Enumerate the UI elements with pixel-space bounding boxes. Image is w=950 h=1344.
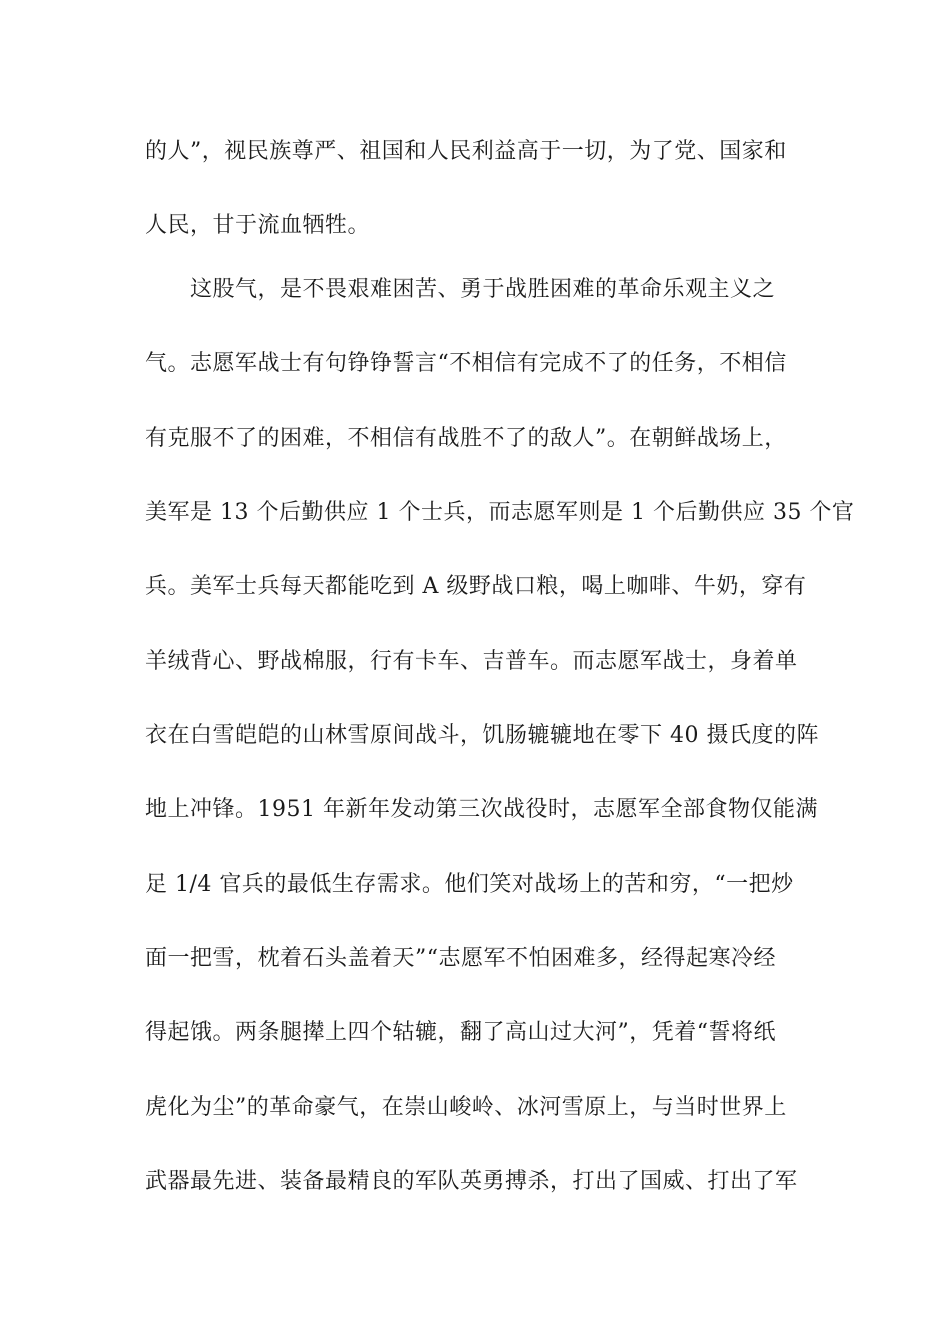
text-line-15: 武器最先进、装备最精良的军队英勇搏杀，打出了国威、打出了军 xyxy=(145,1169,798,1194)
text-line-2: 人民，甘于流血牺牲。 xyxy=(145,213,371,238)
text-line-7: 兵。美军士兵每天都能吃到 A 级野战口粮，喝上咖啡、牛奶，穿有 xyxy=(145,574,807,599)
text-line-11: 足 1/4 官兵的最低生存需求。他们笑对战场上的苦和穷，“一把炒 xyxy=(145,872,794,897)
text-line-1: 的人”，视民族尊严、祖国和人民利益高于一切，为了党、国家和 xyxy=(145,139,787,164)
text-line-4: 气。志愿军战士有句铮铮誓言“不相信有完成不了的任务，不相信 xyxy=(145,351,787,376)
text-line-10: 地上冲锋。1951 年新年发动第三次战役时，志愿军全部食物仅能满 xyxy=(145,797,818,822)
text-line-13: 得起饿。两条腿撵上四个轱辘，翻了高山过大河”，凭着“誓将纸 xyxy=(145,1020,776,1045)
text-line-6: 美军是 13 个后勤供应 1 个士兵，而志愿军则是 1 个后勤供应 35 个官 xyxy=(145,500,855,525)
text-line-8: 羊绒背心、野战棉服，行有卡车、吉普车。而志愿军战士，身着单 xyxy=(145,649,798,674)
paragraph-start-line: 这股气，是不畏艰难困苦、勇于战胜困难的革命乐观主义之 xyxy=(190,277,776,302)
text-line-9: 衣在白雪皑皑的山林雪原间战斗，饥肠辘辘地在零下 40 摄氏度的阵 xyxy=(145,723,819,748)
text-line-12: 面一把雪，枕着石头盖着天”“志愿军不怕困难多，经得起寒冷经 xyxy=(145,946,776,971)
text-line-14: 虎化为尘”的革命豪气，在崇山峻岭、冰河雪原上，与当时世界上 xyxy=(145,1095,787,1120)
text-line-5: 有克服不了的困难，不相信有战胜不了的敌人”。在朝鲜战场上， xyxy=(145,426,787,451)
